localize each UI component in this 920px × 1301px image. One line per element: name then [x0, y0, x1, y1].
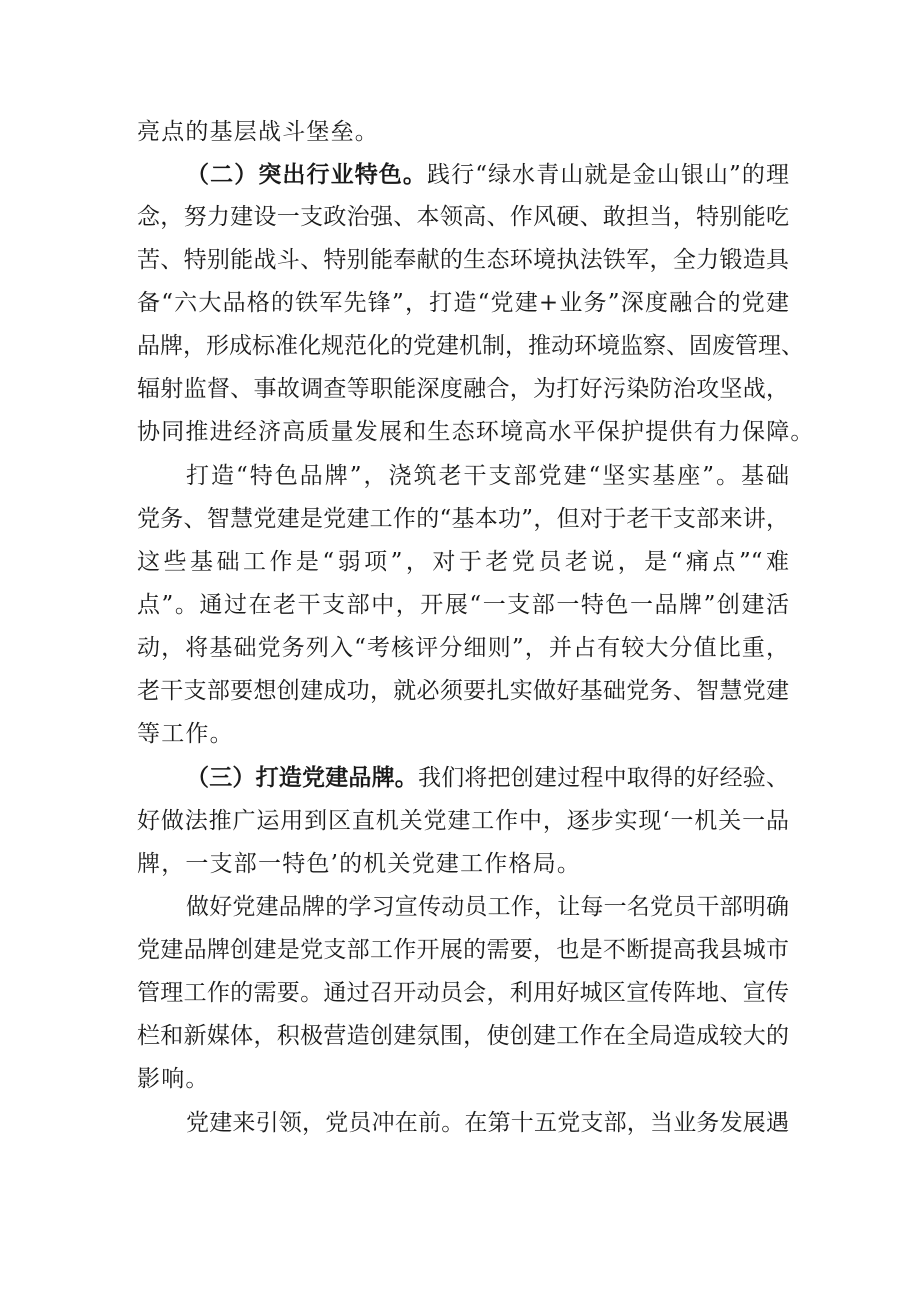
text-line: 辐射监督、事故调查等职能深度融合，为打好污染防治攻坚战， — [137, 376, 789, 402]
text-line: （二）突出行业特色。践行“绿水青山就是金山银山”的理 — [186, 162, 789, 188]
text-line: 做好党建品牌的学习宣传动员工作，让每一名党员干部明确 — [186, 894, 789, 920]
text-line: 老干支部要想创建成功，就必须要扎实做好基础党务、智慧党建 — [137, 678, 789, 704]
text-line: 动，将基础党务列入“考核评分细则”，并占有较大分值比重， — [137, 635, 789, 661]
text-line: 党建来引领，党员冲在前。在第十五党支部，当业务发展遇 — [186, 1110, 789, 1136]
text-line: 点”。通过在老干支部中，开展“一支部一特色一品牌”创建活 — [137, 592, 789, 618]
text-line: 牌，一支部一特色’的机关党建工作格局。 — [137, 851, 582, 877]
text-line: 栏和新媒体，积极营造创建氛围，使创建工作在全局造成较大的 — [137, 1023, 789, 1049]
text-line: 苦、特别能战斗、特别能奉献的生态环境执法铁军，全力锻造具 — [137, 247, 789, 273]
text-line: 念，努力建设一支政治强、本领高、作风硬、敢担当，特别能吃 — [137, 204, 789, 230]
text-line: 协同推进经济高质量发展和生态环境高水平保护提供有力保障。 — [137, 419, 815, 445]
text-line: 等工作。 — [137, 721, 234, 747]
text-line: 亮点的基层战斗堡垒。 — [137, 119, 379, 145]
text-line: 这些基础工作是“弱项”，对于老党员老说，是“痛点”“难 — [137, 549, 789, 575]
text-line: 打造“特色品牌”，浇筑老干支部党建“坚实基座”。基础 — [186, 463, 789, 489]
text-line: 好做法推广运用到区直机关党建工作中，逐步实现‘一机关一品 — [137, 808, 789, 834]
text-line: （三）打造党建品牌。我们将把创建过程中取得的好经验、 — [186, 765, 790, 791]
text-line: 备“六大品格的铁军先锋”，打造“党建+业务”深度融合的党建 — [137, 290, 789, 316]
section-heading: （三）打造党建品牌。 — [186, 765, 418, 791]
text-line: 影响。 — [137, 1066, 210, 1092]
text-line: 党建品牌创建是党支部工作开展的需要，也是不断提高我县城市 — [137, 937, 789, 963]
text-line: 品牌，形成标准化规范化的党建机制，推动环境监察、固废管理、 — [137, 333, 804, 359]
text-line: 党务、智慧党建是党建工作的“基本功”，但对于老干支部来讲， — [137, 506, 789, 532]
text-line: 管理工作的需要。通过召开动员会，利用好城区宣传阵地、宣传 — [137, 980, 789, 1006]
section-heading: （二）突出行业特色。 — [186, 162, 427, 188]
